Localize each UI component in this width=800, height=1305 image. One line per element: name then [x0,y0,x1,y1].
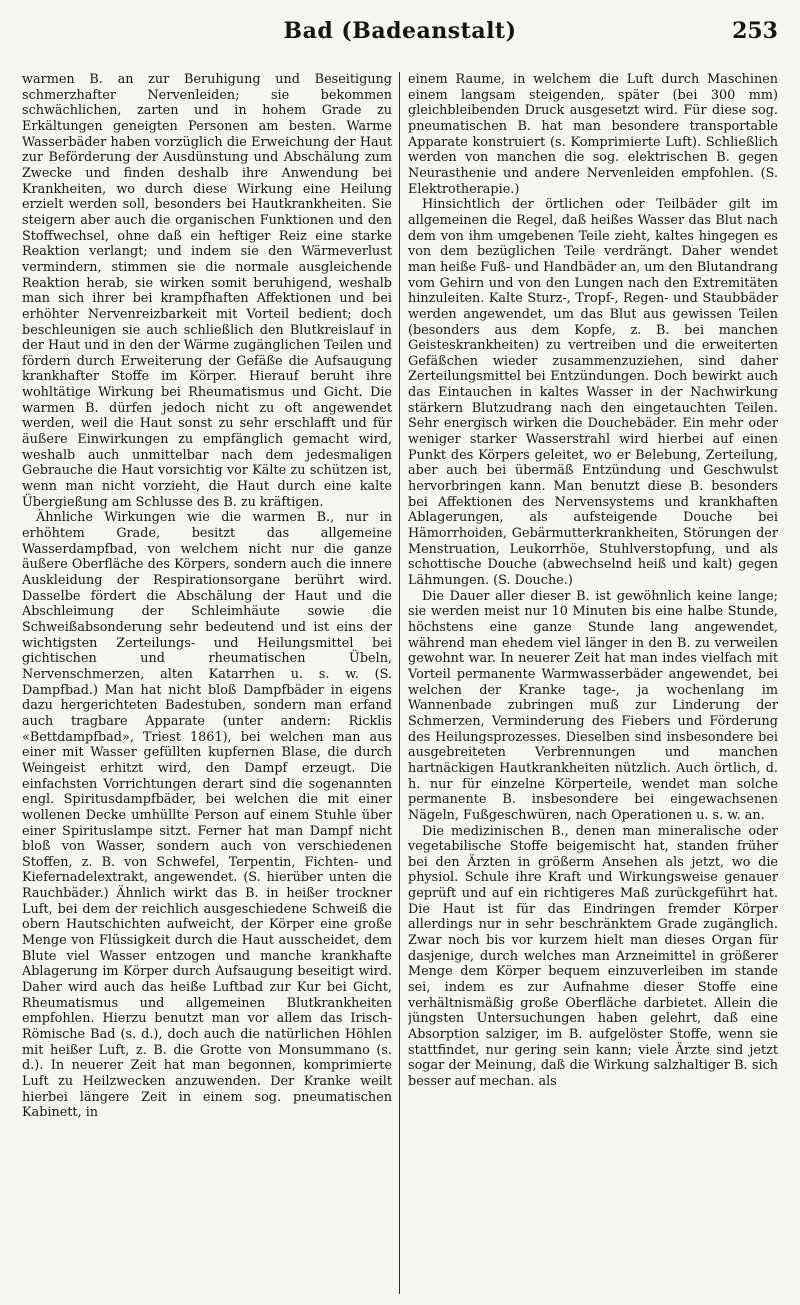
running-title: Bad (Badeanstalt) [283,18,517,44]
page-header [22,14,778,54]
column-divider [399,72,400,1294]
paragraph: Hinsichtlich der örtlichen oder Teilbäder gilt im allgemeinen die Regel, daß heißes Wasser das Blut nach dem von ihm umgebenen Teile zieht, kaltes hingegen es von dem bezüglichen Teile verdrängt. Daher wendet man heiße Fuß- und Handbäder an, um den Blutandrang vom Gehirn und von den Lungen nach den Extremitäten hinzuleiten. Kalte Sturz-, Tropf-, Regen- und Staubbäder werden angewendet, um das Blut aus gewissen Teilen (besonders aus dem Kopfe, z. B. bei manchen Geisteskrankheiten) zu vertreiben und die erweiterten Gefäßchen wieder zusammenzuziehen, sind daher Zerteilungsmittel bei Entzündungen. Doch bewirkt auch das Eintauchen in kaltes Wasser in der Nachwirkung stärkern Blutzudrang nach den eingetauchten Teilen. Sehr energisch wirken die Douchebäder. Ein mehr oder weniger starker Wasserstrahl wird hierbei auf einen Punkt des Körpers geleitet, wo er Belebung, Zerteilung, aber auch bei übermäß Entzündung und Geschwulst hervorbringen kann. Man benutzt diese B. besonders bei Affektionen des Nervensystems und krankhaften Ablagerungen, als aufsteigende Douche bei Hämorrhoiden, Gebärmutterkrankheiten, Störungen der Menstruation, Leukorrhöe, Stuhlverstopfung, und als schottische Douche (abwechselnd heiß und kalt) gegen Lähmungen. (S. Douche.) [408,197,778,588]
left-column [22,72,392,1294]
paragraph: einem Raume, in welchem die Luft durch Maschinen einem langsam steigenden, später (bei 300 mm) gleichbleibenden Druck ausgesetzt wird. Für diese sog. pneumatischen B. hat man besondere transportable Apparate konstruiert (s. Komprimierte Luft). Schließlich werden von manchen die sog. elektrischen B. gegen Neurasthenie und andere Nervenleiden empfohlen. (S. Elektrotherapie.) [408,72,778,197]
paragraph: Ähnliche Wirkungen wie die warmen B., nur in erhöhtem Grade, besitzt das allgemeine Wasserdampfbad, von welchem nicht nur die ganze äußere Oberfläche des Körpers, sondern auch die innere Auskleidung der Respirationsorgane berührt wird. Dasselbe fördert die Abschälung der Haut und die Abschleimung der Schleimhäute sowie die Schweißabsonderung sehr bedeutend und ist eins der wichtigsten Zerteilungs- und Heilungsmittel bei gichtischen und rheumatischen Übeln, Nervenschmerzen, alten Katarrhen u. s. w. (S. Dampfbad.) Man hat nicht bloß Dampfbäder in eigens dazu hergerichteten Badestuben, sondern man erfand auch tragbare Apparate (unter andern: Ricklis «Bettdampfbad», Triest 1861), bei welchen man aus einer mit Wasser gefüllten kupfernen Blase, die durch Weingeist erhitzt wird, den Dampf erzeugt. Die einfachsten Vorrichtungen derart sind die sogenannten engl. Spiritusdampfbäder, bei welchen die mit einer wollenen Decke umhüllte Person auf einem Stuhle über einer Spirituslampe sitzt. Ferner hat man Dampf nicht bloß von Wasser, sondern auch von verschiedenen Stoffen, z. B. von Schwefel, Terpentin, Fichten- und Kiefernadelextrakt, angewendet. (S. hierüber unten die Rauchbäder.) Ähnlich wirkt das B. in heißer trockner Luft, bei dem der reichlich ausgeschiedene Schweiß die obern Hautschichten aufweicht, der Körper eine große Menge von Flüssigkeit durch die Haut ausscheidet, dem Blute viel Wasser entzogen und manche krankhafte Ablagerung im Körper durch Aufsaugung beseitigt wird. Daher wird auch das heiße Luftbad zur Kur bei Gicht, Rheumatismus und allgemeinen Blutkrankheiten empfohlen. Hierzu benutzt man vor allem das Irisch-Römische Bad (s. d.), doch auch die natürlichen Höhlen mit heißer Luft, z. B. die Grotte von Monsummano (s. d.). In neuerer Zeit hat man begonnen, komprimierte Luft zu Heilzwecken anzuwenden. Der Kranke weilt hierbei längere Zeit in einem sog. pneumatischen Kabinett, in [22,510,392,1121]
paragraph: Die medizinischen B., denen man mineralische oder vegetabilische Stoffe beigemischt hat, standen früher bei den Ärzten in größerm Ansehen als jetzt, wo die physiol. Schule ihre Kraft und Wirkungsweise genauer geprüft und auf ein richtigeres Maß zurückgeführt hat. Die Haut ist für das Eindringen fremder Körper allerdings nur in sehr beschränktem Grade zugänglich. Zwar noch bis vor kurzem hielt man dieses Organ für dasjenige, durch welches man Arzneimittel in größerer Menge dem Körper bequem einzuverleiben im stande sei, indem es zur Aufnahme dieser Stoffe eine verhältnismäßig große Oberfläche darbietet. Allein die jüngsten Untersuchungen haben gelehrt, daß eine Absorption salziger, im B. aufgelöster Stoffe, wenn sie stattfindet, nur gering sein kann; viele Ärzte sind jetzt sogar der Meinung, daß die Wirkung salzhaltiger B. sich besser auf mechan. als [408,823,778,1089]
right-column [408,72,778,1294]
paragraph: warmen B. an zur Beruhigung und Beseitigung schmerzhafter Nervenleiden; sie bekommen schwächlichen, zarten und in hohem Grade zu Erkältungen geneigten Personen am besten. Warme Wasserbäder haben vorzüglich die Erweichung der Haut zur Beförderung der Ausdünstung und Abschälung zum Zwecke und finden deshalb ihre Anwendung bei Krankheiten, wo durch diese Wirkung eine Heilung erzielt werden soll, besonders bei Hautkrankheiten. Sie steigern aber auch die organischen Funktionen und den Stoffwechsel, ohne daß ein heftiger Reiz eine starke Reaktion verlangt; und indem sie den Wärmeverlust vermindern, stimmen sie die normale ausgleichende Reaktion herab, sie wirken somit beruhigend, weshalb man sich ihrer bei krampfhaften Affektionen und bei erhöhter Nervenreizbarkeit mit Vorteil bedient; doch beschleunigen sie auch schließlich den Blutkreislauf in der Haut und in den der Wärme zugänglichen Teilen und fördern durch Erweiterung der Gefäße die Aufsaugung krankhafter Stoffe im Körper. Hierauf beruht ihre wohltätige Wirkung bei Rheumatismus und Gicht. Die warmen B. dürfen jedoch nicht zu oft angewendet werden, weil die Haut sonst zu sehr erschlafft und für äußere Einwirkungen zu empfänglich gemacht wird, weshalb auch unmittelbar nach dem jedesmaligen Gebrauche die Haut vorsichtig vor Kälte zu schützen ist, wenn man nicht vorzieht, die Haut durch eine kalte Übergießung am Schlusse des B. zu kräftigen. [22,72,392,510]
text-columns [22,72,778,1294]
page-number: 253 [732,18,778,44]
paragraph: Die Dauer aller dieser B. ist gewöhnlich keine lange; sie werden meist nur 10 Minuten bis eine halbe Stunde, höchstens eine ganze Stunde lang angewendet, während man ehedem viel länger in den B. zu verweilen gewohnt war. In neuerer Zeit hat man indes vielfach mit Vorteil permanente Warmwasserbäder angewendet, bei welchen der Kranke tage-, ja wochenlang im Wannenbade zubringen muß zur Linderung der Schmerzen, Verminderung des Fiebers und Förderung des Heilungsprozesses. Dieselben sind insbesondere bei ausgebreiteten Verbrennungen und manchen hartnäckigen Hautkrankheiten nützlich. Auch örtlich, d. h. nur für einzelne Körperteile, wendet man solche permanente B. insbesondere bei eingewachsenen Nägeln, Fußgeschwüren, nach Operationen u. s. w. an. [408,588,778,823]
